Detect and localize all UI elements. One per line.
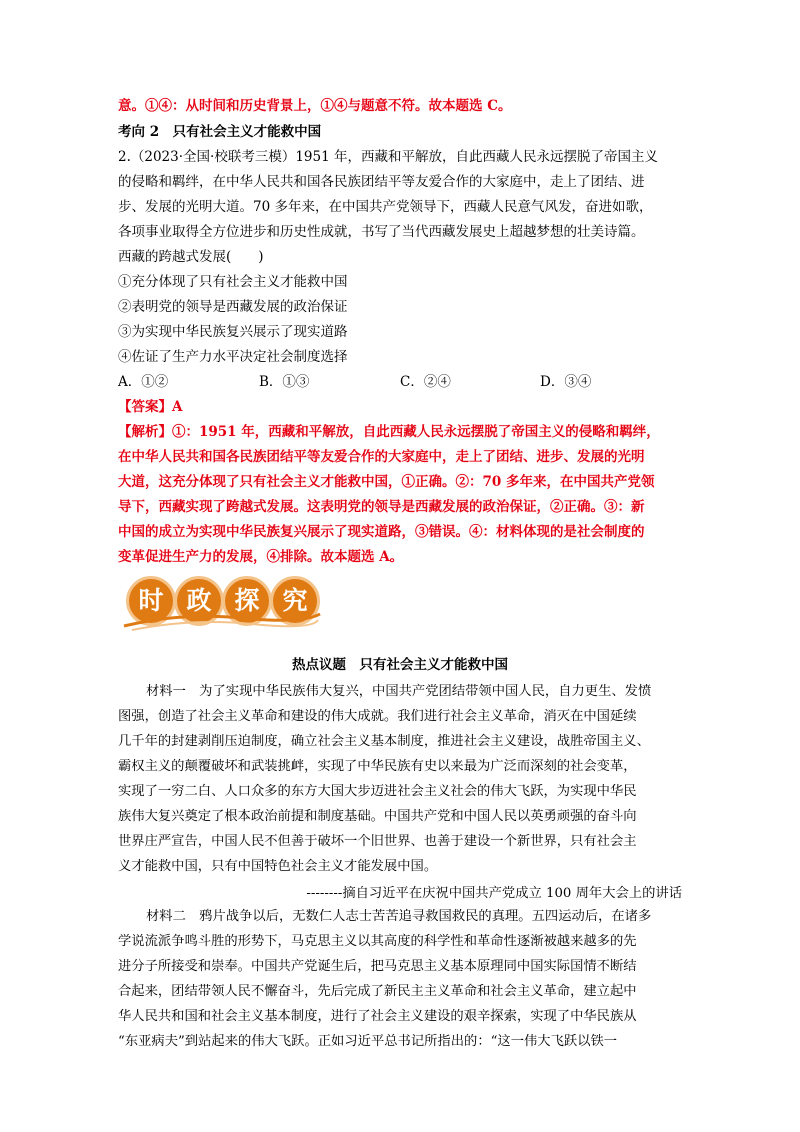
material-1-line: 图强，创造了社会主义革命和建设的伟大成就。我们进行社会主义革命，消灭在中国延续 [118,709,637,724]
material-2-line: 华人民共和国和社会主义基本制度，进行了社会主义建设的艰辛探索，实现了中华民族从 [118,1009,637,1024]
section-heading: 考向 2 只有社会主义才能救中国 [118,124,322,140]
material-2-line: 进分子所接受和崇奉。中国共产党诞生后，把马克思主义基本原理同中国实际国情不断结 [118,959,637,974]
answer: 【答案】A [118,399,183,415]
material-1-line: 义才能救中国，只有中国特色社会主义才能发展中国。 [118,859,438,874]
question-line: 西藏的跨越式发展( ) [118,249,264,265]
analysis-line: 中国的成立为实现中华民族复兴展示了现实道路，③错误。④：材料体现的是社会制度的 [118,524,645,540]
choice-d: D．③④ [540,374,592,390]
statement-4: ④佐证了生产力水平决定社会制度选择 [118,349,348,365]
analysis-line: 导下，西藏实现了跨越式发展。这表明党的领导是西藏发展的政治保证，②正确。③：新 [118,499,645,515]
material-2-line: 材料二 鸦片战争以后，无数仁人志士苦苦追寻救国救民的真理。五四运动后，在诸多 [146,909,652,924]
statement-2: ②表明党的领导是西藏发展的政治保证 [118,299,348,315]
choice-c: C．②④ [400,374,451,390]
question-line: 步、发展的光明大道。70 多年来，在中国共产党领导下，西藏人民意气风发，奋进如歌， [118,199,653,215]
hot-topic-title: 热点议题 只有社会主义才能救中国 [292,657,508,673]
analysis-line: 大道，这充分体现了只有社会主义才能救中国，①正确。②：70 多年来，在中国共产党领 [118,474,655,490]
banner-char: 政 [174,576,224,626]
material-1-line: 材料一 为了实现中华民族伟大复兴，中国共产党团结带领中国人民，自力更生、发愤 [146,684,652,699]
current-affairs-banner [122,572,322,634]
material-2-line: 学说流派争鸣斗胜的形势下，马克思主义以其高度的科学性和革命性逐渐被越来越多的先 [118,934,637,949]
analysis-line: 在中华人民共和国各民族团结平等友爱合作的大家庭中，走上了团结、进步、发展的光明 [118,449,645,465]
choice-a: A．①② [118,374,169,390]
material-1-line: 实现了一穷二白、人口众多的东方大国大步迈进社会主义社会的伟大飞跃，为实现中华民 [118,784,637,799]
choice-b: B．①③ [259,374,310,390]
banner-char: 时 [126,576,176,626]
material-1-line: 族伟大复兴奠定了根本政治前提和制度基础。中国共产党和中国人民以英勇顽强的奋斗向 [118,809,637,824]
banner-swoosh-decoration [122,608,322,634]
previous-analysis-tail: 意。①④：从时间和历史背景上，①④与题意不符。故本题选 C。 [118,98,512,114]
question-line: 各项事业取得全方位进步和历史性成就，书写了当代西藏发展史上超越梦想的壮美诗篇。 [118,224,645,240]
material-1-line: 霸权主义的颠覆破坏和武装挑衅，实现了中华民族有史以来最为广泛而深刻的社会变革， [118,759,637,774]
question-line: 的侵略和羁绊，在中华人民共和国各民族团结平等友爱合作的大家庭中，走上了团结、进 [118,174,645,190]
banner-char: 究 [270,576,320,626]
material-2-line: 合起来，团结带领人民不懈奋斗，先后完成了新民主主义革命和社会主义革命，建立起中 [118,984,637,999]
analysis-line: 【解析】①：1951 年，西藏和平解放，自此西藏人民永远摆脱了帝国主义的侵略和羁绊， [118,424,660,440]
material-2-line: “东亚病夫”到站起来的伟大飞跃。正如习近平总书记所指出的：“这一伟大飞跃以铁一 [118,1034,618,1049]
question-line: 2.（2023·全国·校联考三模）1951 年，西藏和平解放，自此西藏人民永远摆脱了帝国主义 [118,149,658,165]
banner-char: 探 [222,576,272,626]
statement-1: ①充分体现了只有社会主义才能救中国 [118,274,348,290]
statement-3: ③为实现中华民族复兴展示了现实道路 [118,324,348,340]
analysis-line: 变革促进生产力的发展，④排除。故本题选 A。 [118,549,404,565]
material-1-source: --------摘自习近平在庆祝中国共产党成立 100 周年大会上的讲话 [306,886,682,901]
material-1-line: 几千年的封建剥削压迫制度，确立社会主义基本制度，推进社会主义建设，战胜帝国主义、 [118,734,650,749]
material-1-line: 世界庄严宣告，中国人民不但善于破坏一个旧世界、也善于建设一个新世界，只有社会主 [118,834,637,849]
